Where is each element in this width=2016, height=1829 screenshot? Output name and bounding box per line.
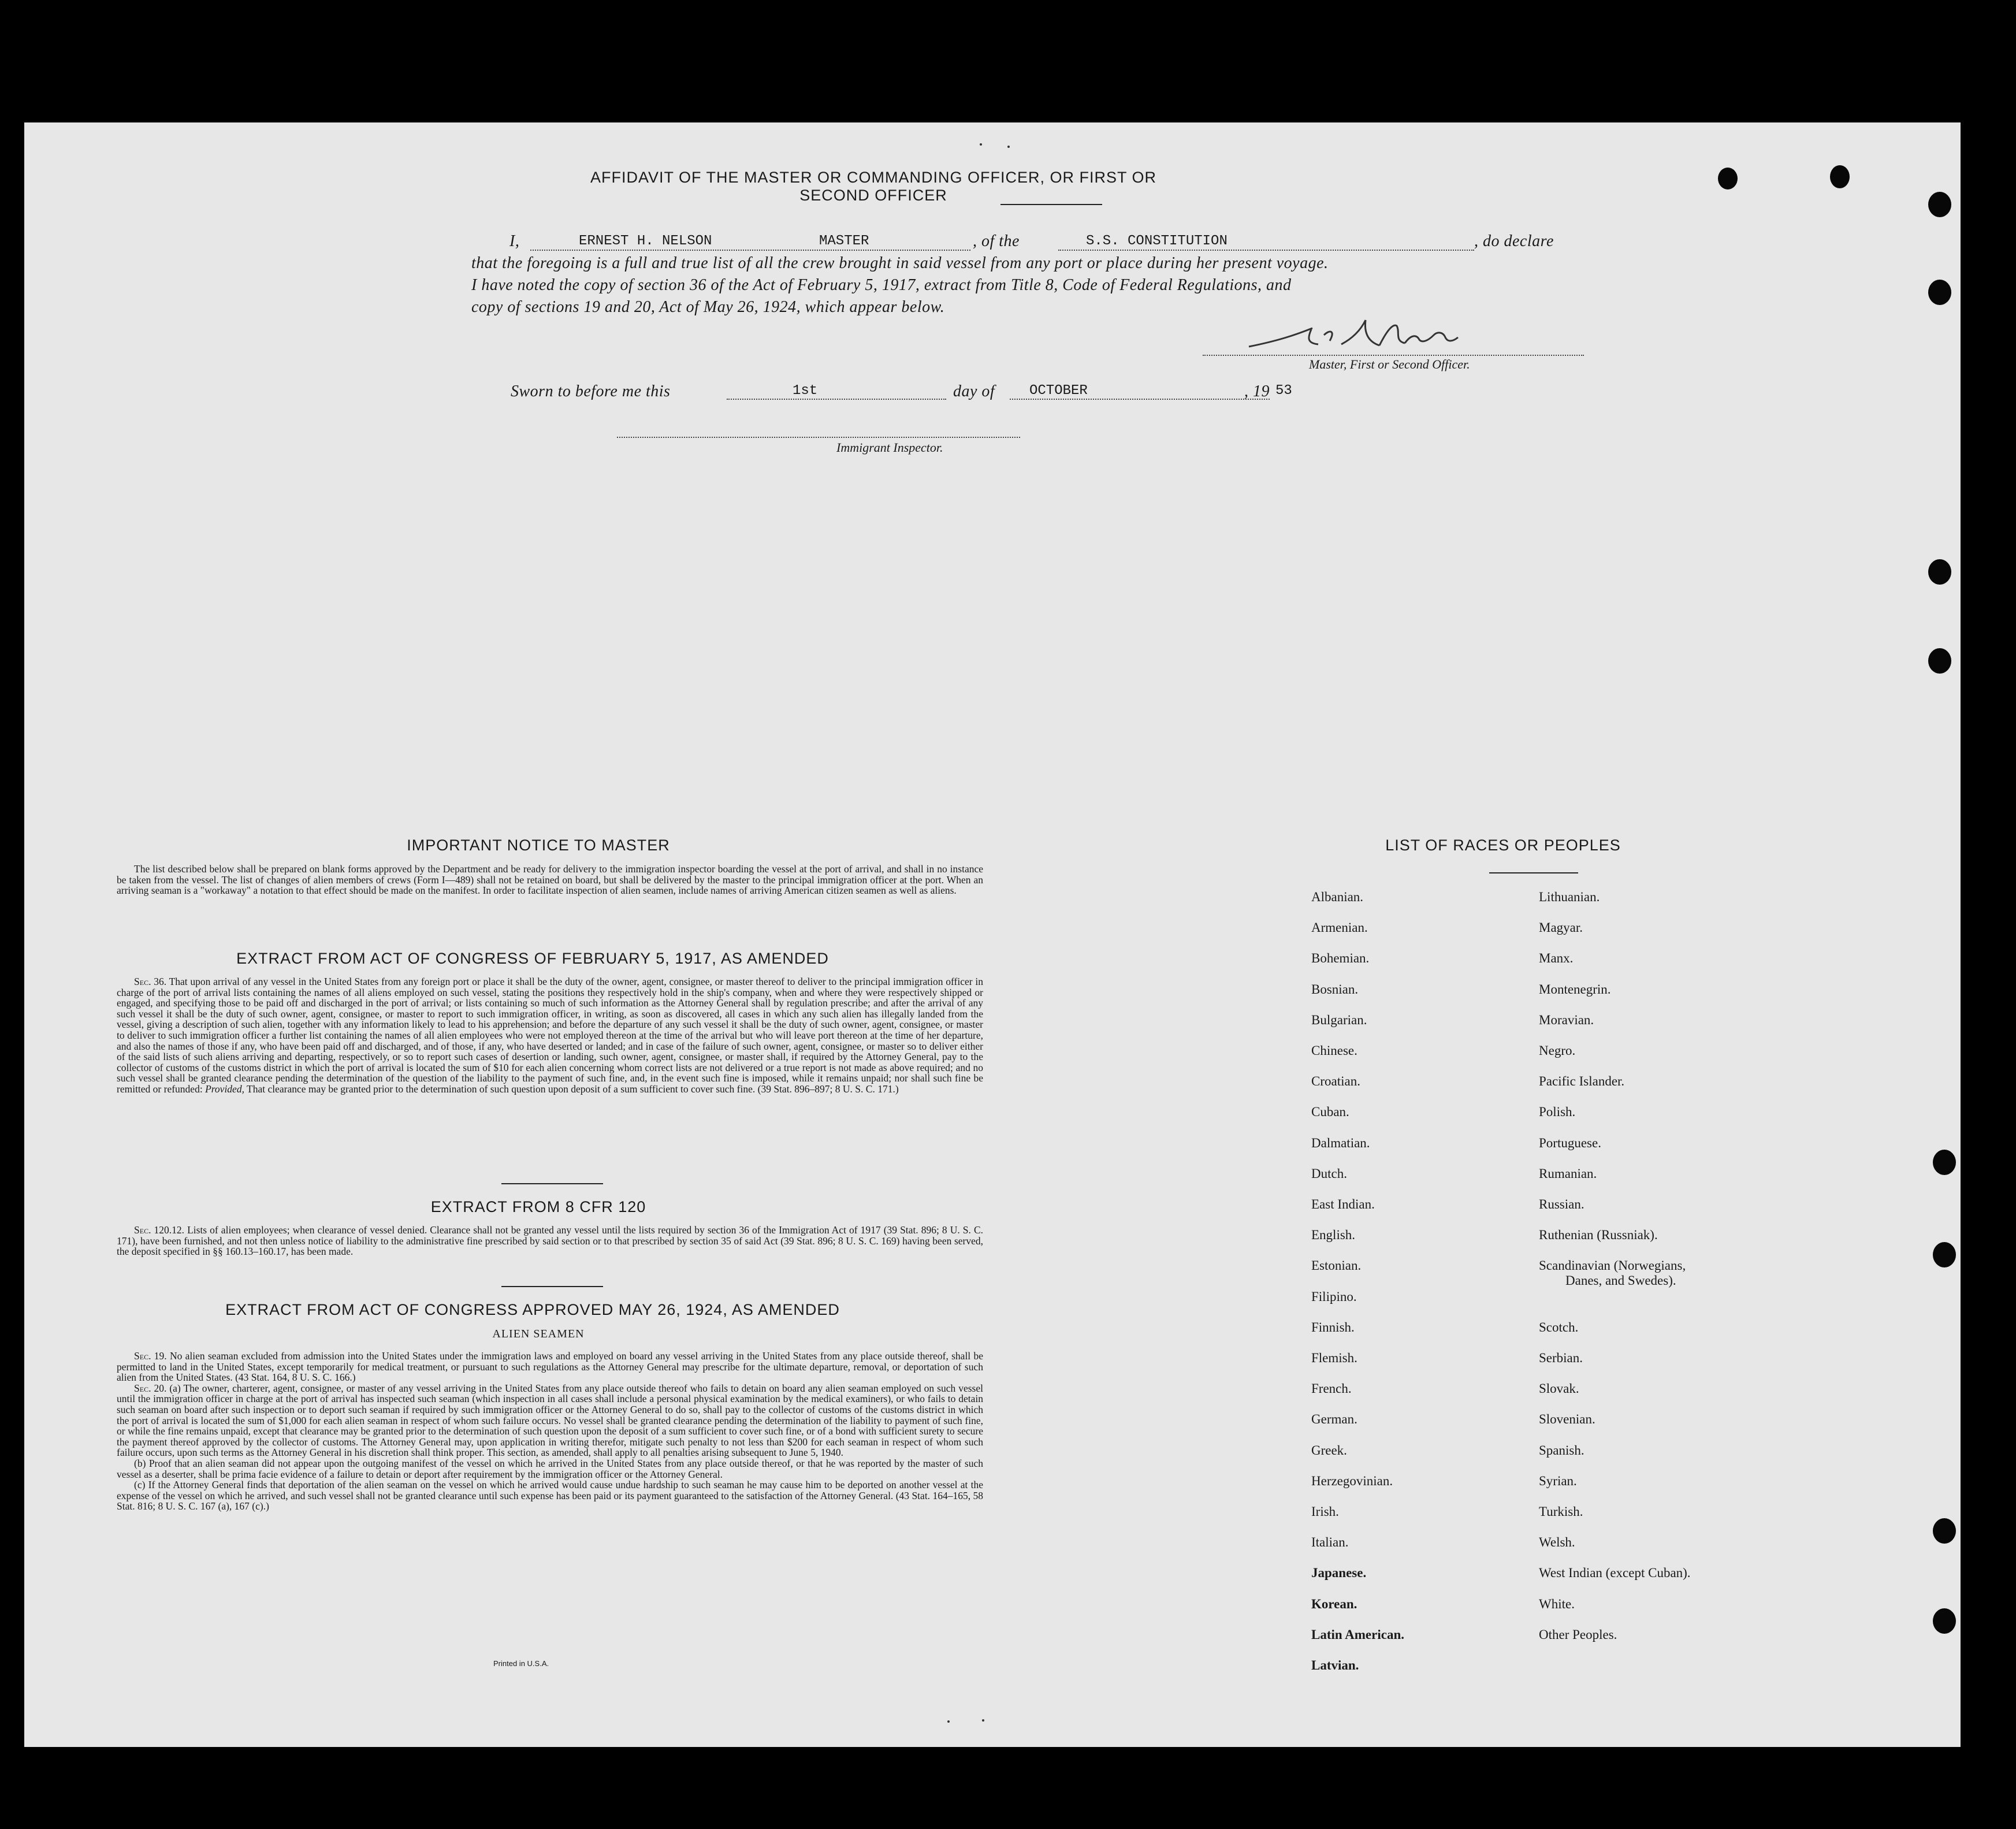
race-item: Magyar.	[1539, 920, 1583, 935]
race-item: White.	[1539, 1596, 1575, 1611]
sec-120-12-text: Lists of alien employees; when clearance of vessel denied. Clearance shall not be granted any vessel until the lists required by section 36 of the Immigration Act of 1917 (39 Stat. 896; 8 U. S. C. 171), have been furnished, and not then unless notice of liability to the administrative fine prescribed by said section or to that prescribed by section 35 of said Act (39 Stat. 896; 8 U. S. C. 169) having been served, the deposit specified in §§ 160.13–160.17, has been made.	[117, 1224, 984, 1258]
sworn-day-value: 1st	[793, 383, 818, 399]
race-item: Montenegrin.	[1539, 982, 1611, 997]
race-item: Russian.	[1539, 1197, 1584, 1211]
race-item: Estonian.	[1311, 1258, 1362, 1273]
race-item: German.	[1311, 1412, 1357, 1427]
race-item: Albanian.	[1311, 890, 1364, 904]
race-item: Serbian.	[1539, 1351, 1583, 1365]
race-item: Korean.	[1311, 1596, 1357, 1611]
race-item: Scandinavian (Norwegians,	[1539, 1258, 1686, 1273]
race-item: Turkish.	[1539, 1504, 1583, 1519]
punch-hole	[1928, 280, 1951, 305]
punch-hole	[1830, 165, 1850, 188]
of-the-label: , of the	[973, 232, 1020, 250]
race-item: Negro.	[1539, 1043, 1576, 1058]
punch-hole	[1933, 1242, 1956, 1267]
race-item: Latvian.	[1311, 1658, 1359, 1672]
signature-dotted-line	[1203, 355, 1584, 356]
notice-text	[117, 864, 983, 896]
race-item: Bulgarian.	[1311, 1012, 1367, 1027]
race-item: Latin American.	[1311, 1627, 1404, 1642]
extract-cfr-text	[117, 1225, 983, 1257]
sec-20-label: Sec. 20.	[134, 1382, 167, 1394]
sec-20c-text: (c) If the Attorney General finds that deportation of the alien seaman on the vessel on which he arrived would cause undue hardship to such seaman he may cause him to be deported on another vessel at the expense of the vessel on which he arrived, and such vessel shall not be granted clearance until such expense has been paid or its payment guaranteed to the satisfaction of the Attorney General. (43 Stat. 164–165, 58 Stat. 816; 8 U. S. C. 167 (a), 167 (c).)	[117, 1479, 983, 1512]
race-item: Danes, and Swedes).	[1565, 1273, 1676, 1288]
master-name-value: ERNEST H. NELSON	[579, 233, 712, 249]
sec-36-text-end: That clearance may be granted prior to the determination of such question upon deposit of a sum sufficient to cover such fine. (39 Stat. 896–897; 8 U. S. C. 171.)	[247, 1083, 899, 1095]
race-item: Dutch.	[1311, 1166, 1347, 1181]
day-of-label: day of	[953, 382, 995, 400]
race-item: Portuguese.	[1539, 1135, 1601, 1150]
extract-1924-text	[117, 1351, 983, 1512]
sec-120-12-label: Sec. 120.12.	[134, 1224, 185, 1236]
race-item: Slovak.	[1539, 1381, 1579, 1396]
race-item: Lithuanian.	[1539, 890, 1600, 904]
race-item: Filipino.	[1311, 1289, 1357, 1304]
year-prefix: , 19	[1244, 382, 1270, 400]
race-item: Cuban.	[1311, 1105, 1349, 1120]
punch-hole	[1933, 1518, 1956, 1544]
sec-19-label: Sec. 19.	[134, 1350, 167, 1362]
race-item: East Indian.	[1311, 1197, 1375, 1211]
race-item: Bohemian.	[1311, 951, 1370, 966]
name-dotted-line	[530, 250, 970, 251]
race-item: West Indian (except Cuban).	[1539, 1566, 1691, 1581]
declaration-i-label: I,	[509, 232, 520, 250]
race-item: Scotch.	[1539, 1319, 1579, 1334]
extract-cfr-title: EXTRACT FROM 8 CFR 120	[430, 1198, 646, 1215]
race-item: Other Peoples.	[1539, 1627, 1617, 1642]
punch-hole	[1928, 559, 1951, 585]
speck	[1007, 146, 1010, 148]
race-item: Flemish.	[1311, 1351, 1357, 1365]
master-signature	[1243, 318, 1532, 352]
declaration-line-4: copy of sections 19 and 20, Act of May 26, 1924, which appear below.	[471, 298, 945, 316]
race-item: Welsh.	[1539, 1535, 1575, 1550]
race-item: Pacific Islander.	[1539, 1074, 1625, 1089]
race-item: Polish.	[1539, 1105, 1576, 1120]
sworn-year-value: 53	[1275, 383, 1292, 399]
do-declare-label: , do declare	[1474, 232, 1554, 250]
document-sheet	[24, 122, 1961, 1747]
race-item: Syrian.	[1539, 1473, 1577, 1488]
speck	[947, 1720, 950, 1723]
race-item: Italian.	[1311, 1535, 1349, 1550]
alien-seamen-subtitle: ALIEN SEAMEN	[492, 1328, 585, 1340]
printed-in-usa: Printed in U.S.A.	[493, 1659, 549, 1668]
speck	[982, 1719, 984, 1722]
punch-hole	[1933, 1608, 1956, 1634]
race-item: Spanish.	[1539, 1443, 1584, 1458]
signer-caption: Master, First or Second Officer.	[1309, 357, 1470, 371]
sec-36-text: That upon arrival of any vessel in the United States from any foreign port or place it shall be the duty of the owner, agent, consignee, or master thereof to deliver to the principal immigration officer in charge of the port of arrival lists containing the names of all aliens employed on such vessel, stating the positions they respectively hold in the ship's company, when and where they were respectively shipped or engaged, and specifying those to be paid off and discharged in the port of arrival; or lists containing so much of such information as the Attorney General shall by regulation prescribe; and after the arrival of any such vessel it shall be the duty of such owner, agent, consignee, or master to report to such immigration officer, in writing, as soon as discovered, all cases in which any such alien has illegally landed from the vessel, giving a description of such alien, together with any information likely to lead to his apprehension; and before the departure of any such vessel it shall be the duty of such owner, agent, consignee, or master to deliver to such immigration officer a further list containing the names of all alien employees who were not employed thereon at the time of the arrival but who will leave port thereon at the time of her departure, and also the names of those if any, who have been paid off and discharged, and of those, if any, who have deserted or landed; and in case of the failure of such owner, agent, consignee, or master so to deliver either of the said lists of such aliens arriving and departing, respectively, or so to report such cases of desertion or landing, such owner, agent, consignee, or master shall, if required by the Attorney General, pay to the collector of customs of the customs district in which the port of arrival is located the sum of $10 for each alien concerning whom correct lists are not delivered or a true report is not made as above required; and no such vessel shall be granted clearance pending the determination of the question of the liability to the payment of such fine, and, in the event such fine is imposed, while it remains unpaid; nor shall such fine be remitted or refunded:	[117, 976, 983, 1095]
race-item: Chinese.	[1311, 1043, 1357, 1058]
race-item: Moravian.	[1539, 1012, 1594, 1027]
race-item: Manx.	[1539, 951, 1574, 966]
title-rule	[1000, 204, 1102, 205]
races-title: LIST OF RACES OR PEOPLES	[1385, 837, 1621, 854]
sec-20a-text: (a) The owner, charterer, agent, consignee, or master of any vessel arriving in the United States from any place outside thereof who fails to detain on board any alien seaman employed on such vessel until the immigration officer in charge at the port of arrival has inspected such seaman (which inspection in all cases shall include a personal physical examination by the medical examiners), or who fails to detain such seaman on board after such inspection or to deport such seaman if required by such immigration officer or the Attorney General to do so, shall pay to the collector of customs of the customs district in which the port of arrival is located the sum of $1,000 for each alien seaman in respect of whom such failure occurs. No vessel shall be granted clearance pending the determination of the liability to payment of such fine, or while the fine remains unpaid, except that clearance may be granted prior to the determination of such question upon the deposit of a sum sufficient to cover such fine, or of a bond with sufficient surety to secure the payment thereof approved by the collector of customs. The Attorney General may, upon application in writing therefor, mitigate such penalty to not less than $200 for each seaman in respect of whom such failure occurs, upon such terms as the Attorney General in his discretion shall think proper. This section, as amended, shall apply to all penalties arising subsequent to June 5, 1940.	[117, 1382, 983, 1459]
race-item: English.	[1311, 1228, 1356, 1243]
declaration-line-2: that the foregoing is a full and true list of all the crew brought in said vessel from any port or place during her present voyage.	[471, 254, 1329, 272]
sworn-month-value: OCTOBER	[1029, 383, 1088, 399]
extract-1924-title: EXTRACT FROM ACT OF CONGRESS APPROVED MAY 26, 1924, AS AMENDED	[225, 1301, 840, 1318]
sec-19-text: No alien seaman excluded from admission into the United States under the immigration laws and employed on board any vessel arriving in the United States from any place outside thereof, shall be permitted to land in the United States, except temporarily for medical treatment, or pursuant to such regulations as the Attorney General may prescribe for the ultimate departure, removal, or deportation of such alien from the United States. (43 Stat. 164, 8 U. S. C. 166.)	[117, 1350, 983, 1384]
race-item: French.	[1311, 1381, 1352, 1396]
sworn-label: Sworn to before me this	[511, 382, 671, 400]
punch-hole	[1928, 648, 1951, 674]
master-rank-value: MASTER	[819, 233, 869, 249]
race-item: Herzegovinian.	[1311, 1473, 1393, 1488]
race-item: Bosnian.	[1311, 982, 1359, 997]
race-item: Finnish.	[1311, 1319, 1355, 1334]
race-item: Armenian.	[1311, 920, 1368, 935]
rule-1	[501, 1183, 603, 1184]
notice-title: IMPORTANT NOTICE TO MASTER	[407, 837, 670, 854]
extract-1917-text	[117, 976, 983, 1095]
inspector-caption: Immigrant Inspector.	[836, 440, 943, 455]
affidavit-title: AFFIDAVIT OF THE MASTER OR COMMANDING OFFICER, OR FIRST OR SECOND OFFICER	[590, 169, 1157, 204]
declaration-line-3: I have noted the copy of section 36 of the Act of February 5, 1917, extract from Title 8, Code of Federal Regulations, and	[471, 276, 1292, 294]
race-item: Ruthenian (Russniak).	[1539, 1228, 1658, 1243]
race-item: Croatian.	[1311, 1074, 1360, 1089]
race-item: Slovenian.	[1539, 1412, 1595, 1427]
race-item: Rumanian.	[1539, 1166, 1597, 1181]
extract-1917-title: EXTRACT FROM ACT OF CONGRESS OF FEBRUARY 5, 1917, AS AMENDED	[236, 950, 829, 967]
vessel-name-value: S.S. CONSTITUTION	[1086, 233, 1228, 249]
sec-36-label: Sec. 36.	[134, 976, 167, 987]
sworn-month-dotted-line	[1010, 399, 1270, 400]
vessel-dotted-line	[1058, 250, 1474, 251]
sworn-day-dotted-line	[727, 399, 946, 400]
notice-paragraph: The list described below shall be prepared on blank forms approved by the Department and be ready for delivery to the immigration inspector boarding the vessel at the port of arrival, and shall in no instance be taken from the vessel. The list of changes of alien members of crews (Form I—489) shall not be retained on board, but shall be delivered by the master to the principal immigration officer at the port. When an arriving seaman is a "workaway" a notation to that effect should be made on the manifest. In order to facilitate inspection of alien seamen, include names of arriving American citizen seamen as well as aliens.	[117, 863, 983, 897]
race-item: Greek.	[1311, 1443, 1347, 1458]
punch-hole	[1718, 168, 1738, 189]
punch-hole	[1933, 1150, 1956, 1175]
inspector-dotted-line	[617, 437, 1020, 438]
race-item: Irish.	[1311, 1504, 1339, 1519]
race-item: Dalmatian.	[1311, 1135, 1370, 1150]
races-rule	[1489, 872, 1578, 873]
punch-hole	[1928, 192, 1951, 217]
rule-2	[501, 1286, 603, 1287]
provided-label: Provided,	[205, 1083, 244, 1095]
race-item: Japanese.	[1311, 1566, 1367, 1581]
speck	[980, 143, 982, 146]
sec-20b-text: (b) Proof that an alien seaman did not appear upon the outgoing manifest of the vessel on which he arrived in the United States from any place outside thereof, or that he was reported by the master of such vessel as a deserter, shall be prima facie evidence of a failure to detain or deport after requirement by the immigration officer or the Attorney General.	[117, 1457, 983, 1480]
